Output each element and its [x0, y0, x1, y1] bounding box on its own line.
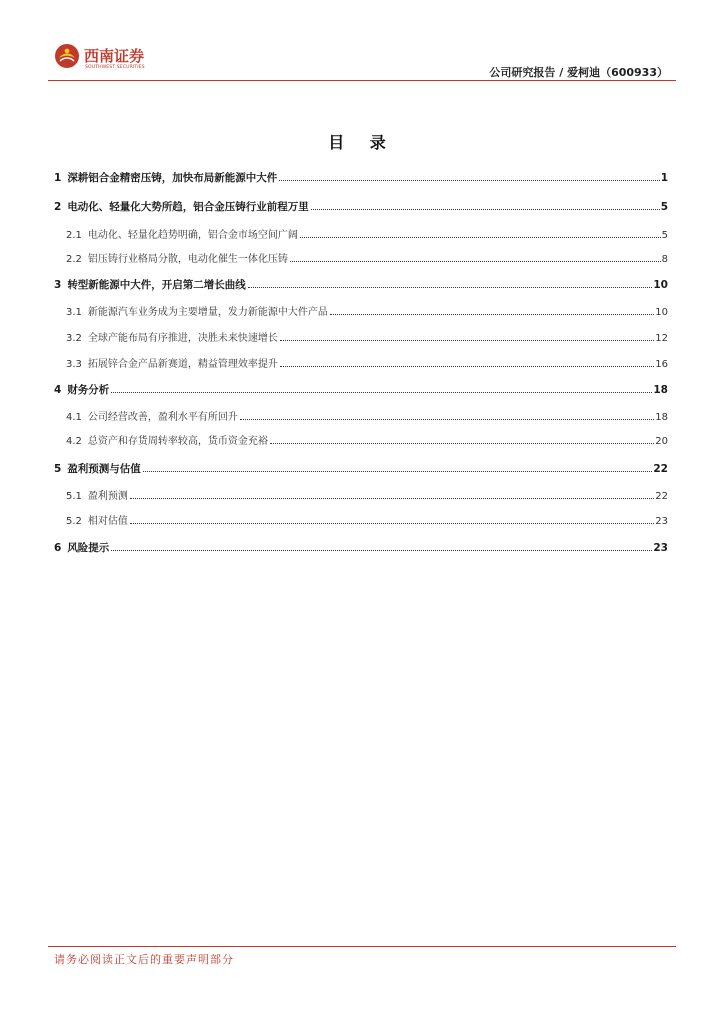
toc-leader-dots: [130, 498, 654, 499]
toc-entry-label: 风险提示: [67, 542, 110, 554]
toc-entry[interactable]: [54, 382, 668, 400]
toc-entry-page: 22: [655, 491, 668, 502]
toc-leader-dots: [248, 287, 653, 288]
southwest-securities-logo-icon: [54, 43, 80, 69]
logo-chinese-name: 西南证券: [84, 47, 145, 65]
toc-entry-page: 23: [655, 516, 668, 527]
toc-entry-page: 22: [653, 463, 668, 475]
toc-entry-page: 10: [653, 279, 668, 291]
toc-entry-number: 3.1: [66, 307, 82, 318]
toc-entry-number: 4.1: [66, 412, 82, 423]
toc-entry-page: 18: [655, 412, 668, 423]
toc-entry-number: 3.2: [66, 333, 82, 344]
toc-entry-number: 4: [54, 384, 62, 396]
toc-entry-number: 1: [54, 172, 62, 184]
toc-entry-number: 2.2: [66, 254, 82, 265]
toc-entry-number: 6: [54, 542, 62, 554]
toc-entry-label: 铝压铸行业格局分散，电动化催生一体化压铸: [87, 254, 288, 265]
toc-entry-label: 财务分析: [67, 384, 110, 396]
toc-entry-number: 5.1: [66, 491, 82, 502]
toc-entry-page: 12: [655, 333, 668, 344]
toc-entry-label: 相对估值: [87, 516, 128, 527]
toc-entry-number: 3: [54, 279, 62, 291]
company-logo: [54, 41, 164, 75]
toc-entry[interactable]: [54, 170, 668, 188]
toc-leader-dots: [279, 180, 659, 181]
toc-subentry[interactable]: [66, 355, 668, 373]
toc-leader-dots: [130, 523, 654, 524]
footer-disclaimer: 请务必阅读正文后的重要声明部分: [54, 953, 234, 966]
header-divider: [48, 80, 676, 81]
toc-entry-number: 2: [54, 201, 62, 213]
toc-entry-page: 10: [655, 307, 668, 318]
toc-entry-label: 电动化、轻量化大势所趋，铝合金压铸行业前程万里: [67, 201, 309, 213]
toc-entry-page: 20: [655, 436, 668, 447]
toc-subentry[interactable]: [66, 329, 668, 347]
report-header-label: 公司研究报告 / 爱柯迪（600933）: [489, 66, 668, 79]
toc-leader-dots: [143, 471, 653, 472]
toc-leader-dots: [330, 314, 654, 315]
toc-title: 目 录: [328, 133, 396, 152]
toc-entry-label: 电动化、轻量化趋势明确，铝合金市场空间广阔: [87, 230, 298, 241]
toc-subentry[interactable]: [66, 226, 668, 244]
toc-entry-label: 新能源汽车业务成为主要增量，发力新能源中大件产品: [87, 307, 328, 318]
toc-entry-label: 公司经营改善，盈利水平有所回升: [87, 412, 238, 423]
toc-entry-page: 23: [653, 542, 668, 554]
toc-subentry[interactable]: [66, 303, 668, 321]
toc-leader-dots: [240, 419, 654, 420]
toc-subentry[interactable]: [66, 432, 668, 450]
toc-entry-number: 2.1: [66, 230, 82, 241]
toc-entry-number: 3.3: [66, 359, 82, 370]
toc-subentry[interactable]: [66, 408, 668, 426]
toc-entry[interactable]: [54, 277, 668, 295]
toc-leader-dots: [311, 209, 660, 210]
toc-entry-number: 4.2: [66, 436, 82, 447]
toc-entry[interactable]: [54, 540, 668, 558]
toc-subentry[interactable]: [66, 512, 668, 530]
toc-entry-page: 18: [653, 384, 668, 396]
toc-entry-label: 拓展锌合金产品新赛道，精益管理效率提升: [87, 359, 278, 370]
toc-entry-page: 8: [661, 254, 668, 265]
toc-subentry[interactable]: [66, 250, 668, 268]
toc-entry-page: 5: [660, 201, 668, 213]
toc-entry-label: 全球产能布局有序推进，决胜未来快速增长: [87, 333, 278, 344]
toc-leader-dots: [280, 340, 654, 341]
toc-leader-dots: [300, 237, 661, 238]
toc-entry[interactable]: [54, 199, 668, 217]
toc-leader-dots: [111, 550, 652, 551]
toc-entry-number: 5.2: [66, 516, 82, 527]
toc-leader-dots: [111, 392, 652, 393]
toc-entry-label: 盈利预测与估值: [67, 463, 141, 475]
toc-entry-label: 盈利预测: [87, 491, 128, 502]
toc-entry-label: 深耕铝合金精密压铸，加快布局新能源中大件: [67, 172, 278, 184]
toc-entry-label: 转型新能源中大件，开启第二增长曲线: [67, 279, 246, 291]
toc-entry-page: 1: [660, 172, 668, 184]
toc-entry[interactable]: [54, 461, 668, 479]
toc-entry-page: 5: [661, 230, 668, 241]
toc-leader-dots: [270, 443, 654, 444]
footer-divider: [48, 946, 676, 947]
toc-entry-page: 16: [655, 359, 668, 370]
toc-subentry[interactable]: [66, 487, 668, 505]
toc-entry-number: 5: [54, 463, 62, 475]
toc-leader-dots: [280, 366, 654, 367]
toc-leader-dots: [290, 261, 661, 262]
logo-english-name: SOUTHWEST SECURITIES: [85, 65, 145, 70]
toc-entry-label: 总资产和存货周转率较高，货币资金充裕: [87, 436, 268, 447]
